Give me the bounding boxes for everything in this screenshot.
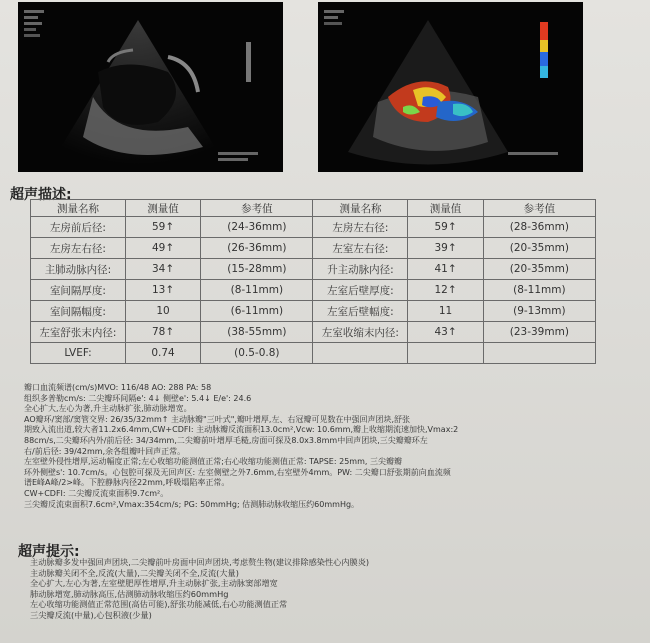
- cell: (28-36mm): [483, 217, 595, 238]
- table-row: [31, 259, 596, 280]
- echo-2d-graphic: [18, 2, 283, 172]
- description-line: 瓣口血流频谱(cm/s)MVO: 116/48 AO: 288 PA: 58: [24, 383, 212, 392]
- cell: (9-13mm): [483, 301, 595, 322]
- cell: [408, 343, 483, 364]
- header-name-1: 测量名称: [31, 200, 126, 217]
- cell: (8-11mm): [483, 280, 595, 301]
- tips-line: 左心收缩功能测值正常范围(高估可能),舒张功能减低,右心功能测值正常: [30, 599, 288, 610]
- description-text: [24, 383, 458, 510]
- cell: 39↑: [408, 238, 483, 259]
- table-row: [31, 322, 596, 343]
- cell: LVEF:: [31, 343, 126, 364]
- cell: 左室后壁幅度:: [313, 301, 408, 322]
- cell: 左室左右径:: [313, 238, 408, 259]
- measurement-table: [30, 199, 596, 364]
- header-ref-1: 参考值: [201, 200, 313, 217]
- table-row: [31, 238, 596, 259]
- cell: (26-36mm): [201, 238, 313, 259]
- table-row: [31, 280, 596, 301]
- cell: 室间隔厚度:: [31, 280, 126, 301]
- cell: 78↑: [125, 322, 200, 343]
- cell: 左房左右径:: [31, 238, 126, 259]
- description-line: 右/前后径: 39/42mm,余各组瓣叶回声正常。: [24, 446, 186, 456]
- description-line: 组织多普勒cm/s: 二尖瓣环间隔e': 4↓ 侧壁e': 5.4↓ E/e': 24.6: [24, 393, 252, 403]
- description-line: 88cm/s,二尖瓣环内外/前后径: 34/34mm,二尖瓣前叶增厚毛糙,房面可探及8.0x3.8mm中回声团块,三尖瓣瓣环左: [24, 435, 428, 445]
- table-row: [31, 343, 596, 364]
- tips-text: [30, 557, 369, 621]
- description-line: CW+CDFI: 二尖瓣反流束面积9.7cm²。: [24, 488, 169, 498]
- description-title: 超声描述:: [10, 187, 72, 203]
- description-line: AO瓣环/窦部/窦管交界: 26/35/32mm↑ 主动脉瓣"三叶式",瓣叶增厚,左、右冠瓣可见数在中强回声团块,舒张: [24, 414, 411, 424]
- cell: 59↑: [125, 217, 200, 238]
- header-value-2: 测量值: [408, 200, 483, 217]
- table-row: [31, 301, 596, 322]
- cell: (0.5-0.8): [201, 343, 313, 364]
- cell: [313, 343, 408, 364]
- cell: 左室收缩末内径:: [313, 322, 408, 343]
- cell: (38-55mm): [201, 322, 313, 343]
- header-name-2: 测量名称: [313, 200, 408, 217]
- cell: 升主动脉内径:: [313, 259, 408, 280]
- description-line: 环外侧壁s': 10.7cm/s。心包腔可探及无回声区: 左室侧壁之外7.6mm,右室壁外4mm。PW: 二尖瓣口舒张期前向血流频: [24, 467, 451, 477]
- cell: 43↑: [408, 322, 483, 343]
- cell: 左房前后径:: [31, 217, 126, 238]
- cell: (20-35mm): [483, 259, 595, 280]
- tips-title: 超声提示:: [18, 544, 80, 560]
- cell: 主肺动脉内径:: [31, 259, 126, 280]
- tips-line: 主动脉瓣关闭不全,反流(大量),二尖瓣关闭不全,反流(大量): [30, 567, 239, 578]
- table-header-row: [31, 200, 596, 217]
- echo-doppler-graphic: [318, 2, 583, 172]
- header-value-1: 测量值: [125, 200, 200, 217]
- cell: 10: [125, 301, 200, 322]
- cell: (20-35mm): [483, 238, 595, 259]
- cell: 41↑: [408, 259, 483, 280]
- cell: (6-11mm): [201, 301, 313, 322]
- description-line: 三尖瓣反流束面积7.6cm²,Vmax:354cm/s; PG: 50mmHg; 估测肺动脉收缩压约60mmHg。: [24, 499, 360, 509]
- description-line: 左室壁外侵性增厚,运动幅度正常;左心收缩功能测值正常;右心收缩功能测值正常: TAPSE: 25mm, 三尖瓣瓣: [24, 457, 402, 467]
- cell: 11: [408, 301, 483, 322]
- cell: 12↑: [408, 280, 483, 301]
- description-line: 谱E峰A峰/2>峰。下腔静脉内径22mm,呼吸塌陷率正常。: [24, 478, 230, 488]
- cell: 室间隔幅度:: [31, 301, 126, 322]
- echo-color-doppler-image: [318, 2, 583, 172]
- tips-line: 三尖瓣反流(中量),心包积液(少量): [30, 609, 152, 620]
- cell: (23-39mm): [483, 322, 595, 343]
- tips-line: 主动脉瓣多发中强回声团块,二尖瓣前叶房面中回声团块,考虑赘生物(建议排除感染性心内膜炎): [30, 557, 370, 567]
- cell: (15-28mm): [201, 259, 313, 280]
- description-line: 全心扩大,左心为著,升主动脉扩张,肺动脉增宽。: [24, 404, 192, 414]
- cell: 左室后壁厚度:: [313, 280, 408, 301]
- cell: [483, 343, 595, 364]
- cell: 左房左右径:: [313, 217, 408, 238]
- cell: 49↑: [125, 238, 200, 259]
- tips-line: 全心扩大,左心为著,左室壁肥厚性增厚,升主动脉扩张,主动脉窦部增宽: [30, 578, 278, 589]
- header-ref-2: 参考值: [483, 200, 595, 217]
- echo-2d-image: [18, 2, 283, 172]
- description-line: 期致入流出道,较大者11.2x6.4mm,CW+CDFI: 主动脉瓣反流面积13.0cm²,Vcw: 10.6mm,瓣上收缩期流速加快,Vmax:2: [24, 425, 459, 435]
- cell: 左室舒张末内径:: [31, 322, 126, 343]
- tips-line: 肺动脉增宽,肺动脉高压,估测肺动脉收缩压约60mmHg: [30, 588, 229, 599]
- cell: 59↑: [408, 217, 483, 238]
- cell: 13↑: [125, 280, 200, 301]
- cell: (24-36mm): [201, 217, 313, 238]
- cell: 0.74: [125, 343, 200, 364]
- cell: 34↑: [125, 259, 200, 280]
- cell: (8-11mm): [201, 280, 313, 301]
- table-row: [31, 217, 596, 238]
